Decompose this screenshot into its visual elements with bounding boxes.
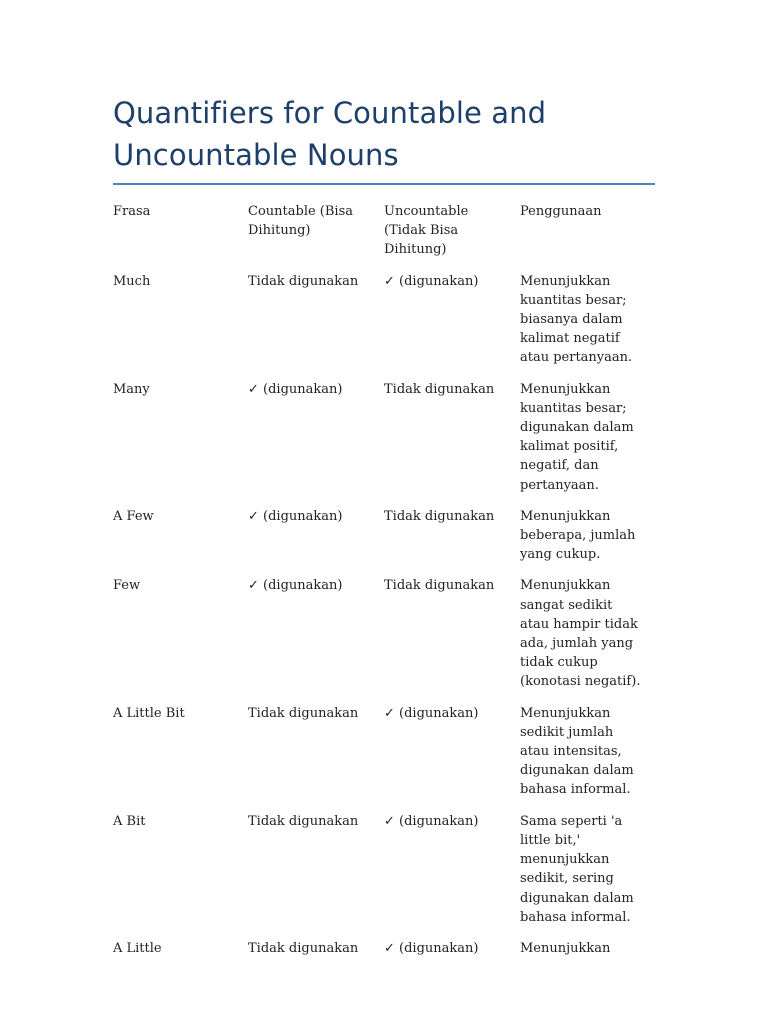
cell-frasa: Few [113,578,141,594]
cell-penggunaan: Sama seperti 'a little bit,' menunjukkan sedikit, sering digunakan dalam bahasa informal. [520,813,634,925]
cell-penggunaan: Menunjukkan kuantitas besar; biasanya dalam kalimat negatif atau pertanyaan. [520,273,633,366]
table-row [113,272,655,380]
cell-frasa: A Few [113,508,154,524]
header-countable: Countable (Bisa Dihitung) [248,204,354,239]
cell-countable: Tidak digunakan [248,813,359,829]
cell-penggunaan: Menunjukkan sangat sedikit atau hampir tidak ada, jumlah yang tidak cukup (konotasi negatif). [520,578,641,690]
table-row [113,704,655,812]
cell-uncountable: ✓ (digunakan) [384,273,479,289]
header-uncountable: Uncountable (Tidak Bisa Dihitung) [384,204,469,258]
title-line-2: Uncountable Nouns [113,138,399,172]
cell-frasa: Many [113,381,150,397]
table-row [113,507,655,577]
cell-frasa: A Little Bit [113,705,185,721]
table-row [113,939,655,970]
cell-uncountable: ✓ (digunakan) [384,705,479,721]
cell-penggunaan: Menunjukkan sedikit jumlah atau intensitas, digunakan dalam bahasa informal. [520,705,634,798]
cell-penggunaan: Menunjukkan kuantitas besar; digunakan dalam kalimat positif, negatif, dan pertanyaan. [520,381,634,493]
header-frasa: Frasa [113,204,151,219]
title-underline [113,183,655,185]
cell-countable: Tidak digunakan [248,705,359,721]
table-header-row [113,202,655,272]
cell-uncountable: ✓ (digunakan) [384,813,479,829]
cell-penggunaan: Menunjukkan beberapa, jumlah yang cukup. [520,508,636,563]
cell-countable: ✓ (digunakan) [248,381,343,397]
cell-countable: Tidak digunakan [248,940,359,956]
cell-frasa: A Little [113,940,162,956]
table-row [113,380,655,507]
cell-uncountable: Tidak digunakan [384,508,495,524]
title-line-1: Quantifiers for Countable and [113,96,547,130]
cell-countable: ✓ (digunakan) [248,578,343,594]
cell-uncountable: Tidak digunakan [384,578,495,594]
document-title [113,92,655,176]
cell-penggunaan: Menunjukkan [520,940,611,956]
cell-uncountable: Tidak digunakan [384,381,495,397]
table-row [113,576,655,703]
document-page [113,92,655,970]
cell-countable: ✓ (digunakan) [248,508,343,524]
header-penggunaan: Penggunaan [520,204,602,219]
cell-frasa: Much [113,273,151,289]
cell-countable: Tidak digunakan [248,273,359,289]
cell-frasa: A Bit [113,813,146,829]
quantifier-table [113,202,655,970]
cell-uncountable: ✓ (digunakan) [384,940,479,956]
table-row [113,812,655,939]
